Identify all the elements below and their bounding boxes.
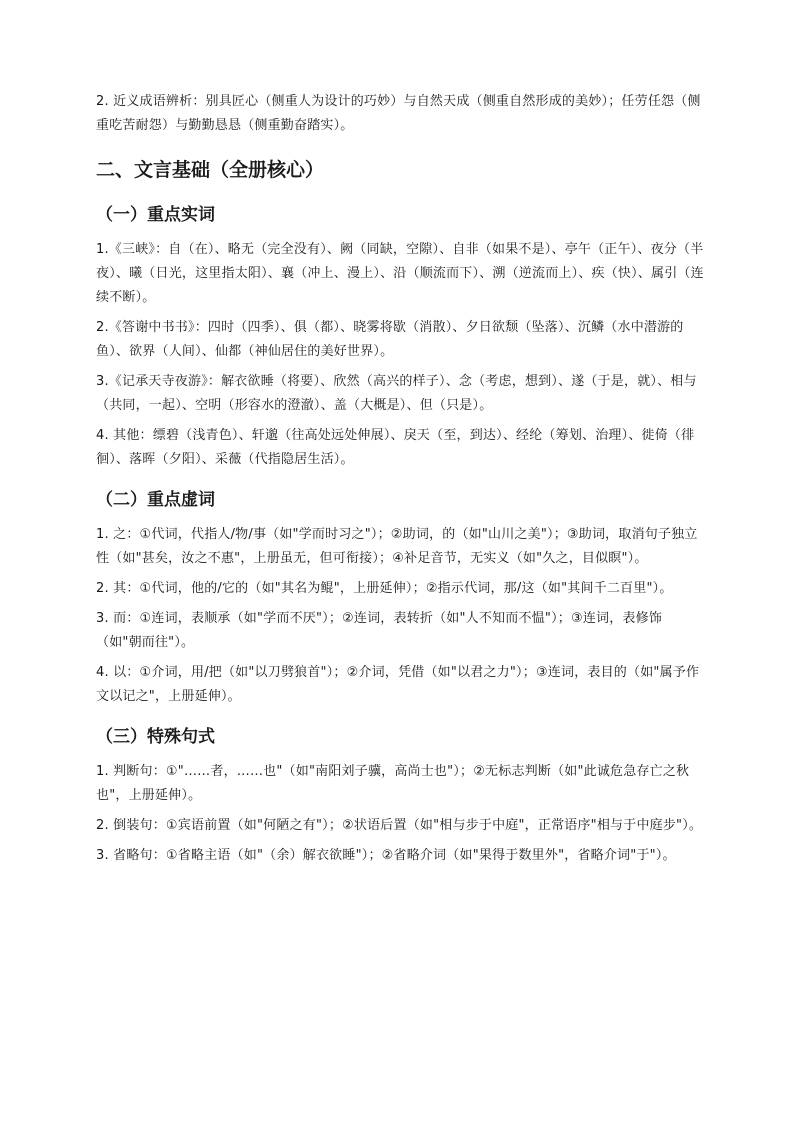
section-title-classical-chinese: 二、文言基础（全册核心） [96, 159, 325, 181]
subsection-title-special-sentences: （三）特殊句式 [96, 727, 215, 747]
list-item: 1.《三峡》：自（在）、略无（完全没有）、阙（同缺，空隙）、自非（如果不是）、亭午（正午）、夜分（半夜）、曦（日光，这里指太阳）、襄（冲上、漫上）、沿（顺流而下）、溯（逆流而上）、疾（快）、属引（连续不断）。 [96, 242, 704, 305]
list-item: 3.《记承天寺夜游》：解衣欲睡（将要）、欣然（高兴的样子）、念（考虑，想到）、遂（于是，就）、相与（共同，一起）、空明（形容水的澄澈）、盖（大概是）、但（只是）。 [96, 374, 697, 413]
paragraph-synonym-idioms: 2. 近义成语辨析：别具匠心（侧重人为设计的巧妙）与自然天成（侧重自然形成的美妙）；任劳任怨（侧重吃苦耐怨）与勤勤恳恳（侧重勤奋踏实）。 [96, 94, 701, 133]
list-item: 2. 倒装句：①宾语前置（如"何陋之有"）；②状语后置（如"相与步于中庭"，正常语序"相与于中庭步"）。 [96, 818, 703, 833]
subsection-title-content-words: （一）重点实词 [96, 205, 215, 225]
list-item: 2.《答谢中书书》：四时（四季）、俱（都）、晓雾将歇（消散）、夕日欲颓（坠落）、沉鳞（水中潜游的鱼）、欲界（人间）、仙都（神仙居住的美好世界）。 [96, 320, 684, 359]
subsection-title-function-words: （二）重点虚词 [96, 490, 215, 510]
list-item: 1. 判断句：①"……者，……也"（如"南阳刘子骥，高尚士也"）；②无标志判断（如"此诚危急存亡之秋也"，上册延伸）。 [96, 764, 690, 803]
list-item: 4. 其他：缥碧（浅青色）、轩邈（往高处远处伸展）、戾天（至，到达）、经纶（筹划、治理）、徙倚（徘徊）、落晖（夕阳）、采薇（代指隐居生活）。 [96, 428, 695, 467]
list-item: 2. 其：①代词，他的/它的（如"其名为鲲"，上册延伸）；②指示代词，那/这（如"其间千二百里"）。 [96, 581, 673, 596]
list-item: 3. 而：①连词，表顺承（如"学而不厌"）；②连词，表转折（如"人不知而不愠"）；③连词，表修饰（如"朝而往"）。 [96, 611, 663, 650]
document-page [96, 90, 706, 874]
list-item: 3. 省略句：①省略主语（如"（余）解衣欲睡"）；②省略介词（如"果得于数里外"，省略介词"于"）。 [96, 848, 676, 863]
list-item: 4. 以：①介词，用/把（如"以刀劈狼首"）；②介词，凭借（如"以君之力"）；③连词，表目的（如"属予作文以记之"，上册延伸）。 [96, 665, 700, 704]
list-item: 1. 之：①代词，代指人/物/事（如"学而时习之"）；②助词，的（如"山川之美"）；③助词，取消句子独立性（如"甚矣，汝之不惠"，上册虽无，但可衔接）；④补足音节，无实义（如"久之，目似瞑"）。 [96, 527, 698, 566]
